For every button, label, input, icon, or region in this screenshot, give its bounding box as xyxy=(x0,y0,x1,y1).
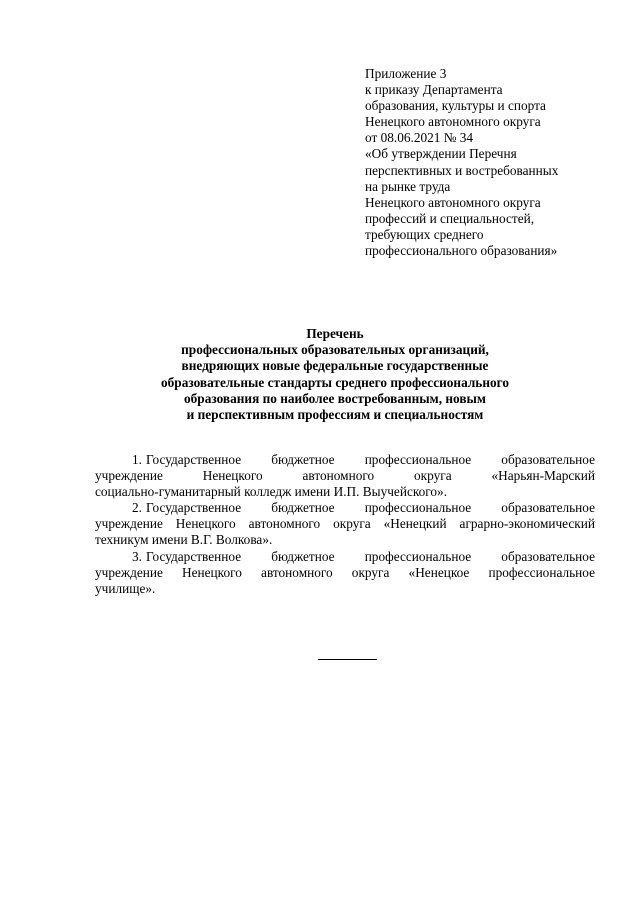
appendix-line: «Об утверждении Перечня xyxy=(365,146,517,162)
title-line: профессиональных образовательных организаций, xyxy=(181,342,489,358)
item-number: 1. xyxy=(132,452,142,467)
item-first-line xyxy=(95,452,595,468)
appendix-line: Ненецкого автономного округа xyxy=(365,194,541,210)
appendix-header xyxy=(365,66,605,259)
item-text: учреждение Ненецкого автономного округа «Ненецкий аграрно-экономический xyxy=(95,516,595,532)
item-text: техникум имени В.Г. Волкова». xyxy=(95,532,273,548)
appendix-line: к приказу Департамента xyxy=(365,82,503,98)
appendix-line: от 08.06.2021 № 34 xyxy=(365,130,474,146)
list-item xyxy=(95,500,595,548)
title-line: образования по наиболее востребованным, новым xyxy=(184,390,486,406)
appendix-line: Ненецкого автономного округа xyxy=(365,114,541,130)
item-text: училище». xyxy=(95,580,156,596)
item-text: учреждение Ненецкого автономного округа «Нарьян-Марский xyxy=(95,468,595,484)
appendix-line: образования, культуры и спорта xyxy=(365,98,546,114)
organizations-list xyxy=(95,452,595,597)
item-first-line xyxy=(95,549,595,565)
title-line: внедряющих новые федеральные государственные xyxy=(181,358,489,374)
appendix-line: перспективных и востребованных xyxy=(365,162,559,178)
item-text: социально-гуманитарный колледж имени И.П. Выучейского». xyxy=(95,484,448,500)
document-title xyxy=(100,326,570,423)
item-text: Государственное бюджетное профессиональное образовательное xyxy=(145,452,595,467)
item-number: 2. xyxy=(132,500,142,516)
appendix-line: профессий и специальностей, xyxy=(365,210,535,226)
appendix-line: профессионального образования» xyxy=(365,243,558,259)
item-text: учреждение Ненецкого автономного округа «Ненецкое профессиональное xyxy=(95,564,595,580)
appendix-line: требующих среднего xyxy=(365,226,484,242)
end-divider xyxy=(318,659,377,660)
appendix-line: Приложение 3 xyxy=(365,66,447,81)
item-text: Государственное бюджетное профессиональное образовательное xyxy=(145,500,595,516)
list-item xyxy=(95,549,595,597)
title-line: Перечень xyxy=(306,326,364,341)
list-item xyxy=(95,452,595,500)
title-line: образовательные стандарты среднего профессионального xyxy=(161,374,509,390)
item-first-line xyxy=(95,500,595,516)
title-line: и перспективным профессиям и специальностям xyxy=(186,407,484,423)
item-number: 3. xyxy=(132,548,142,564)
item-text: Государственное бюджетное профессиональное образовательное xyxy=(145,548,595,564)
appendix-line: на рынке труда xyxy=(365,178,451,194)
